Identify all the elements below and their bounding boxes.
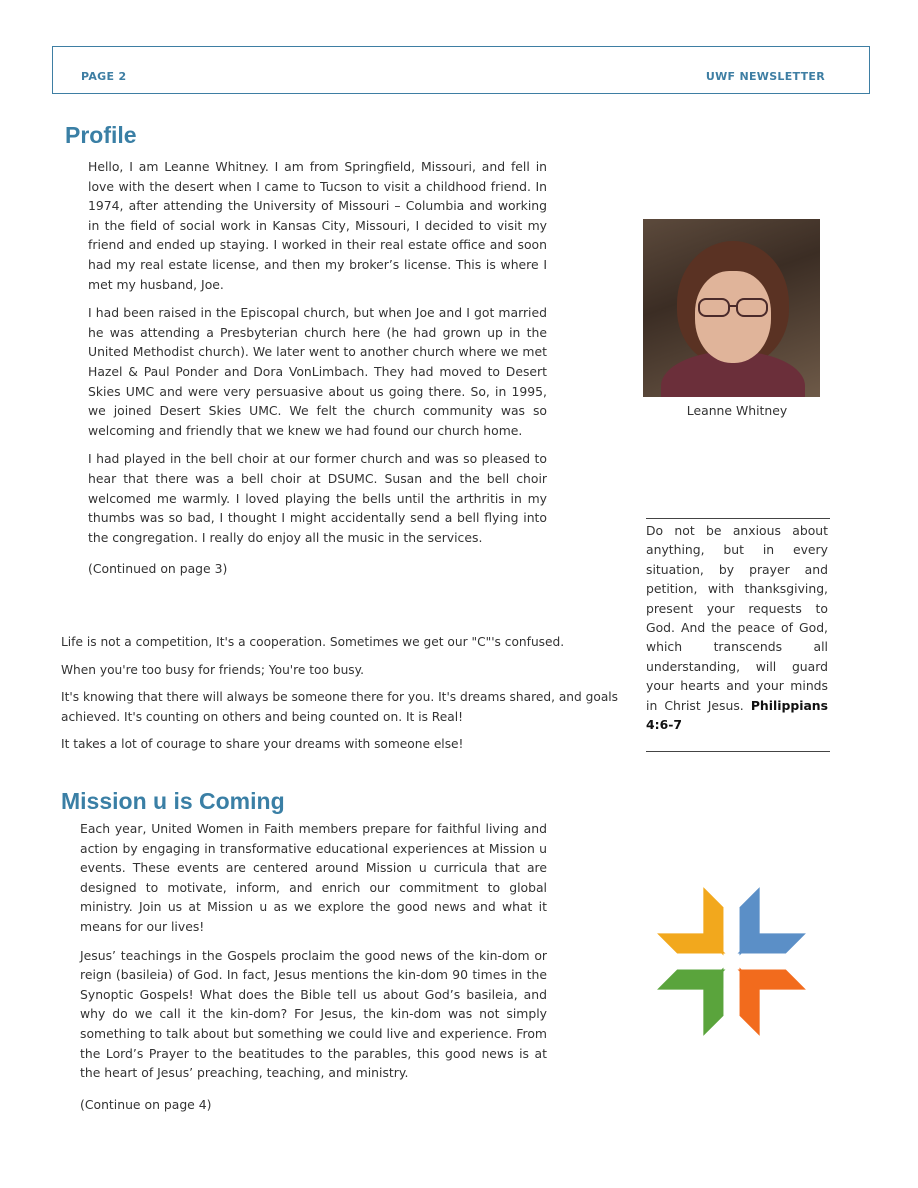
quote: It's knowing that there will always be someone there for you. It's dreams shared, and goals achieved. It's counting on others and being counted on. It is Real!	[61, 690, 619, 724]
profile-paragraph: I had been raised in the Episcopal church, but when Joe and I got married he was attending a Presbyterian church here (he had grown up in the United Methodist church). We later went to another church where we met Hazel & Paul Ponder and Dora VonLimbach. They had moved to Desert Skies UMC and were very persuasive about us going there. So, in 1995, we joined Desert Skies UMC. We felt the church community was so welcoming and friendly that we knew we had found our church home.	[88, 305, 547, 438]
scripture-body: Do not be anxious about anything, but in every situation, by prayer and petition, with thanksgiving, present your requests to God. And the peace of God, which transcends all understanding, will guard your hearts and your minds in Christ Jesus.	[646, 523, 828, 713]
quote: When you're too busy for friends; You're too busy.	[61, 662, 364, 677]
profile-body	[88, 157, 547, 588]
continued-note: (Continued on page 3)	[88, 561, 228, 577]
mission-paragraph: Jesus’ teachings in the Gospels proclaim the good news of the kin-dom or reign (basileia) of God. In fact, Jesus mentions the kin-dom 90 times in the Synoptic Gospels! What does the Bible tell us about God’s basileia, and why do we call it the kin-dom? For Jesus, the kin-dom was not simply something to talk about but something we could live and experience. From the Lord’s Prayer to the beatitudes to the parables, this good news is at the heart of Jesus’ preaching, teaching, and ministry.	[80, 947, 547, 1081]
profile-title: Profile	[65, 122, 137, 148]
mission-paragraph: Each year, United Women in Faith members prepare for faithful living and action by engaging in transformative educational experiences at Mission u events. These events are centered around Mission u curricula that are designed to motivate, inform, and enrich our commitment to global ministry. Join us at Mission u as we explore the good news and what it means for our lives!	[80, 821, 547, 934]
profile-paragraph: Hello, I am Leanne Whitney. I am from Springfield, Missouri, and fell in love with the desert when I came to Tucson to visit a childhood friend. In 1974, after attending the University of Missouri – Columbia and working in the field of social work in Kansas City, Missouri, I decided to visit my friend and ended up staying. I worked in their real estate office and soon had my real estate license, and then my broker’s license. This is where I met my husband, Joe.	[88, 159, 547, 292]
scripture-reference: Philippians 4:6-7	[646, 697, 828, 733]
newsletter-name: UWF NEWSLETTER	[705, 70, 825, 83]
quotes-section	[61, 633, 619, 763]
profile-paragraph: I had played in the bell choir at our former church and was so pleased to hear that there was a bell choir at DSUMC. Susan and the bell choir welcomed me warmly. I loved playing the bells until the arthritis in my thumbs was so bad, I thought I might accidentally send a bell flying into the congregation. I really do enjoy all the music in the services.	[88, 451, 547, 545]
page-number: PAGE 2	[81, 70, 127, 83]
uwf-star-logo-icon	[643, 873, 820, 1050]
quote: It takes a lot of courage to share your dreams with someone else!	[61, 737, 464, 752]
scripture-box	[646, 518, 830, 752]
portrait-photo	[643, 219, 820, 397]
page-header	[52, 46, 870, 94]
mission-title: Mission u is Coming	[61, 788, 285, 814]
mission-body	[80, 819, 547, 1123]
continued-note: (Continue on page 4)	[80, 1096, 212, 1112]
quote: Life is not a competition, It's a cooperation. Sometimes we get our "C"'s confused.	[61, 635, 565, 649]
scripture-text	[646, 521, 828, 734]
photo-caption: Leanne Whitney	[686, 403, 788, 418]
